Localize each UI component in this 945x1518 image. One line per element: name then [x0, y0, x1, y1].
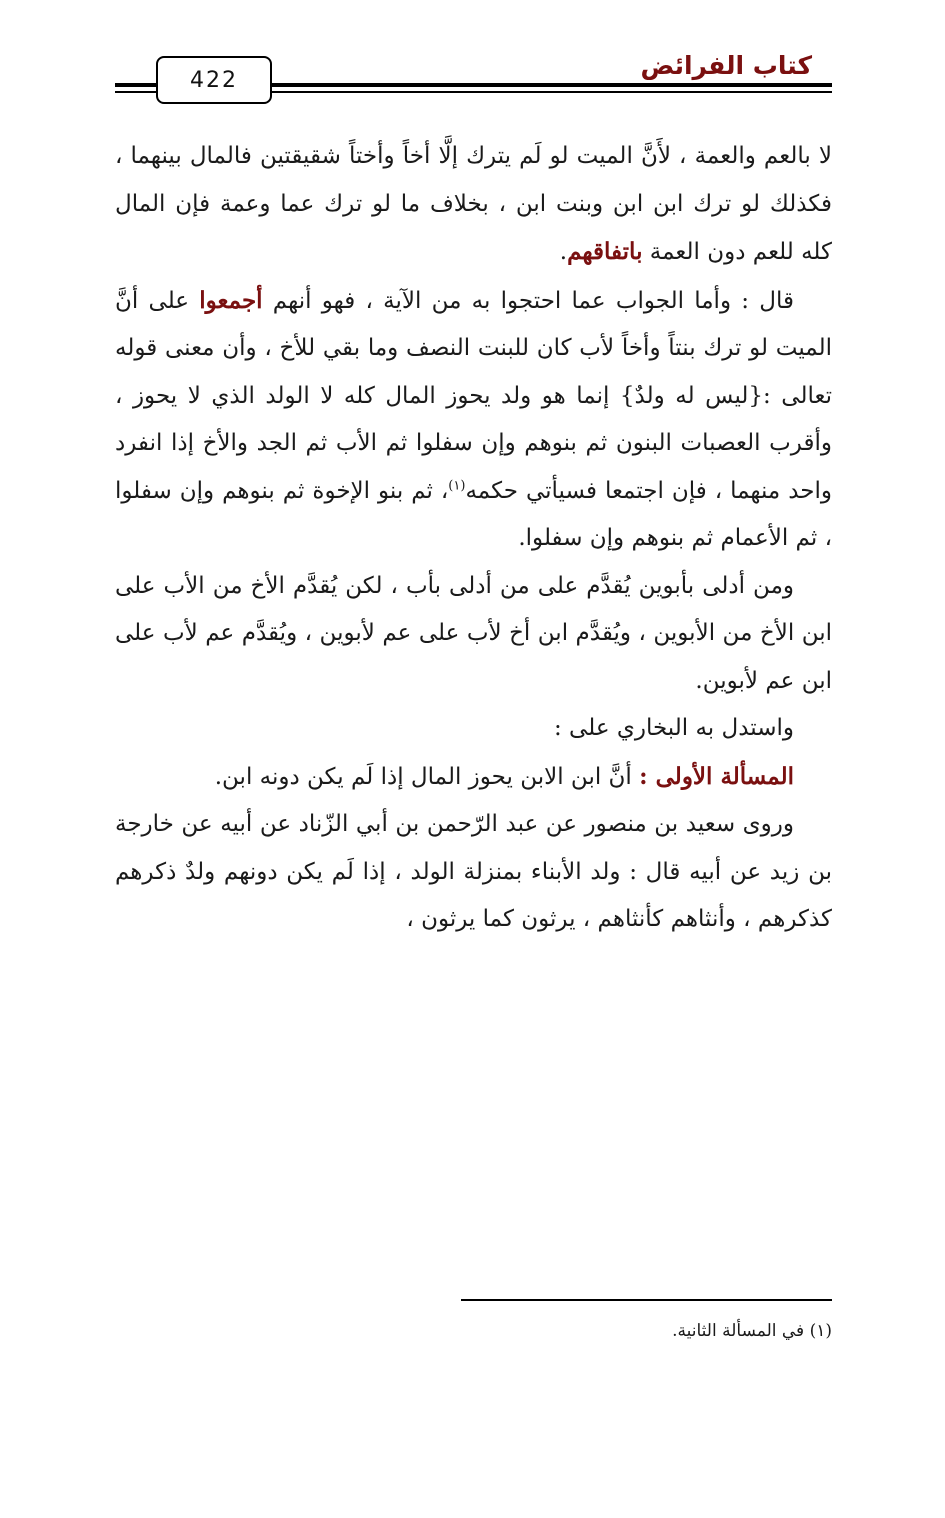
highlight-term: أجمعوا [199, 286, 263, 314]
page-header [115, 50, 832, 106]
footnote-separator [461, 1299, 832, 1301]
paragraph-1: لا بالعم والعمة ، لأَنَّ الميت لو لَم يترك إلَّا أخاً وأختاً شقيقتين فالمال بينهما ، فكذلك لو ترك ابن ابن وبنت ابن ، بخلاف ما لو ترك عما وعمة فإن المال كله للعم دون العمة باتفاقهم. [115, 143, 832, 265]
paragraph-2: قال : وأما الجواب عما احتجوا به من الآية ، فهو أنهم أجمعوا على أنَّ الميت لو ترك بنتاً وأخاً لأب كان للبنت النصف وما بقي للأخ ، وأن معنى قوله تعالى :{ليس له ولدٌ} إنما هو ولد يحوز المال كله لا الولد الذي لا يحوز ، وأقرب العصبات البنون ثم بنوهم وإن سفلوا ثم الأب ثم الجد والأخ إذا انفرد واحد منهما ، فإن اجتمعا فسيأتي حكمه$^{(١)}$، ثم بنو الإخوة ثم بنوهم وإن سفلوا ، ثم الأعمام ثم بنوهم وإن سفلوا. [115, 286, 832, 551]
section-heading: المسألة الأولى : [639, 762, 794, 790]
paragraph-5: المسألة الأولى : أنَّ ابن الابن يحوز المال إذا لَم يكن دونه ابن. [214, 762, 794, 790]
paragraph-4: واستدل به البخاري على : [553, 715, 794, 741]
book-title: كتاب الفرائض [632, 50, 812, 82]
highlight-term: باتفاقهم [567, 238, 643, 265]
page-number-box [156, 56, 272, 104]
main-text [115, 133, 832, 944]
page-number: 422 [190, 67, 238, 93]
paragraph-3: ومن أدلى بأبوين يُقدَّم على من أدلى بأب ، لكن يُقدَّم الأخ من الأب على ابن الأخ من الأبوين ، ويُقدَّم ابن أخ لأب على عم لأبوين ، ويُقدَّم عم لأب على ابن عم لأبوين. [115, 572, 832, 694]
footnote-reference[interactable]: (١) [448, 477, 466, 493]
footnote: (١) في المسألة الثانية. [672, 1321, 832, 1341]
paragraph-6: وروى سعيد بن منصور عن عبد الرّحمن بن أبي الزّناد عن أبيه عن خارجة بن زيد عن أبيه قال : ولد الأبناء بمنزلة الولد ، إذا لَم يكن دونهم ولدٌ ذكرهم كذكرهم ، وأنثاهم كأنثاهم ، يرثون كما يرثون ، [115, 811, 832, 932]
